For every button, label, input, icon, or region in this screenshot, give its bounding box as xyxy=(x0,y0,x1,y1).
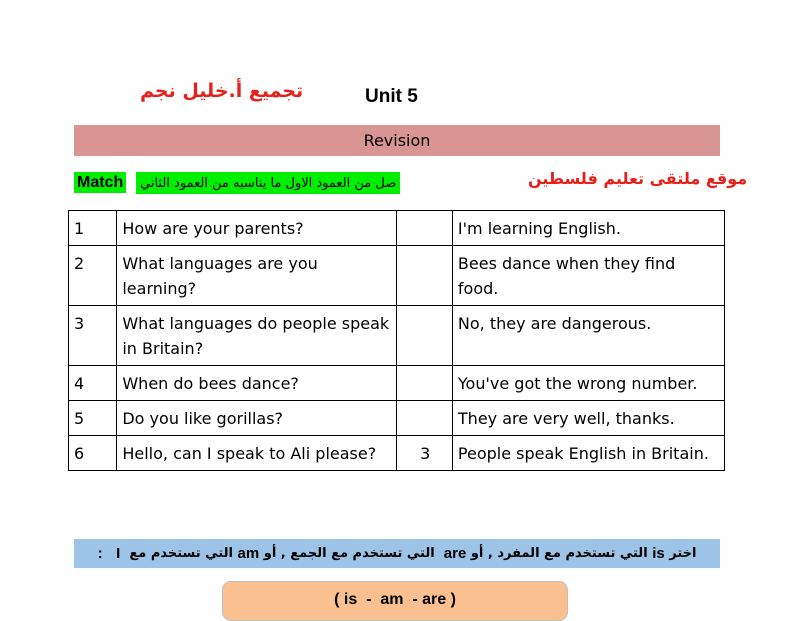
option-cell: You've got the wrong number. xyxy=(452,366,724,401)
question-cell: What languages do people speak in Britain? xyxy=(117,306,397,366)
option-cell: People speak English in Britain. xyxy=(452,436,724,471)
match-instruction-arabic: صل من العمود الاول ما يناسبه من العمود الثاني xyxy=(136,172,400,194)
word-are: are xyxy=(443,545,467,562)
choose-text-1: اختر xyxy=(669,546,697,561)
choose-instruction-banner xyxy=(74,539,720,568)
matching-table xyxy=(68,210,725,471)
choose-text-4: التي تستخدم مع xyxy=(129,546,233,561)
word-is: is xyxy=(652,545,665,562)
question-cell: Hello, can I speak to Ali please? xyxy=(117,436,397,471)
choose-text-2: التي تستخدم مع المفرد , أو xyxy=(470,546,648,561)
answer-cell[interactable] xyxy=(397,246,452,306)
option-cell: I'm learning English. xyxy=(452,211,724,246)
choose-text-3: التي تستخدم مع الجمع , أو xyxy=(263,546,435,561)
row-number: 2 xyxy=(69,246,117,306)
answer-cell[interactable] xyxy=(397,366,452,401)
question-cell: How are your parents? xyxy=(117,211,397,246)
table-row xyxy=(69,366,725,401)
word-i: I xyxy=(116,545,121,562)
word-am: am xyxy=(237,545,260,562)
table-row xyxy=(69,401,725,436)
table-row xyxy=(69,306,725,366)
choose-colon: : xyxy=(97,545,103,562)
row-number: 3 xyxy=(69,306,117,366)
row-number: 1 xyxy=(69,211,117,246)
row-number: 4 xyxy=(69,366,117,401)
row-number: 5 xyxy=(69,401,117,436)
author-credit: تجميع أ.خليل نجم xyxy=(140,80,304,102)
answer-cell[interactable] xyxy=(397,401,452,436)
table-row xyxy=(69,436,725,471)
option-cell: They are very well, thanks. xyxy=(452,401,724,436)
option-cell: Bees dance when they find food. xyxy=(452,246,724,306)
row-number: 6 xyxy=(69,436,117,471)
site-name: موقع ملتقى تعليم فلسطين xyxy=(528,169,748,188)
question-cell: Do you like gorillas? xyxy=(117,401,397,436)
answer-cell[interactable]: 3 xyxy=(397,436,452,471)
unit-title: Unit 5 xyxy=(365,86,418,107)
table-row xyxy=(69,246,725,306)
question-cell: What languages are you learning? xyxy=(117,246,397,306)
answer-cell[interactable] xyxy=(397,211,452,246)
word-options-box xyxy=(222,581,568,621)
option-cell: No, they are dangerous. xyxy=(452,306,724,366)
question-cell: When do bees dance? xyxy=(117,366,397,401)
answer-cell[interactable] xyxy=(397,306,452,366)
revision-banner xyxy=(74,125,720,156)
revision-title: Revision xyxy=(363,131,431,150)
table-row xyxy=(69,211,725,246)
word-options: ( is - am - are ) xyxy=(334,591,456,608)
match-label: Match xyxy=(74,172,126,193)
